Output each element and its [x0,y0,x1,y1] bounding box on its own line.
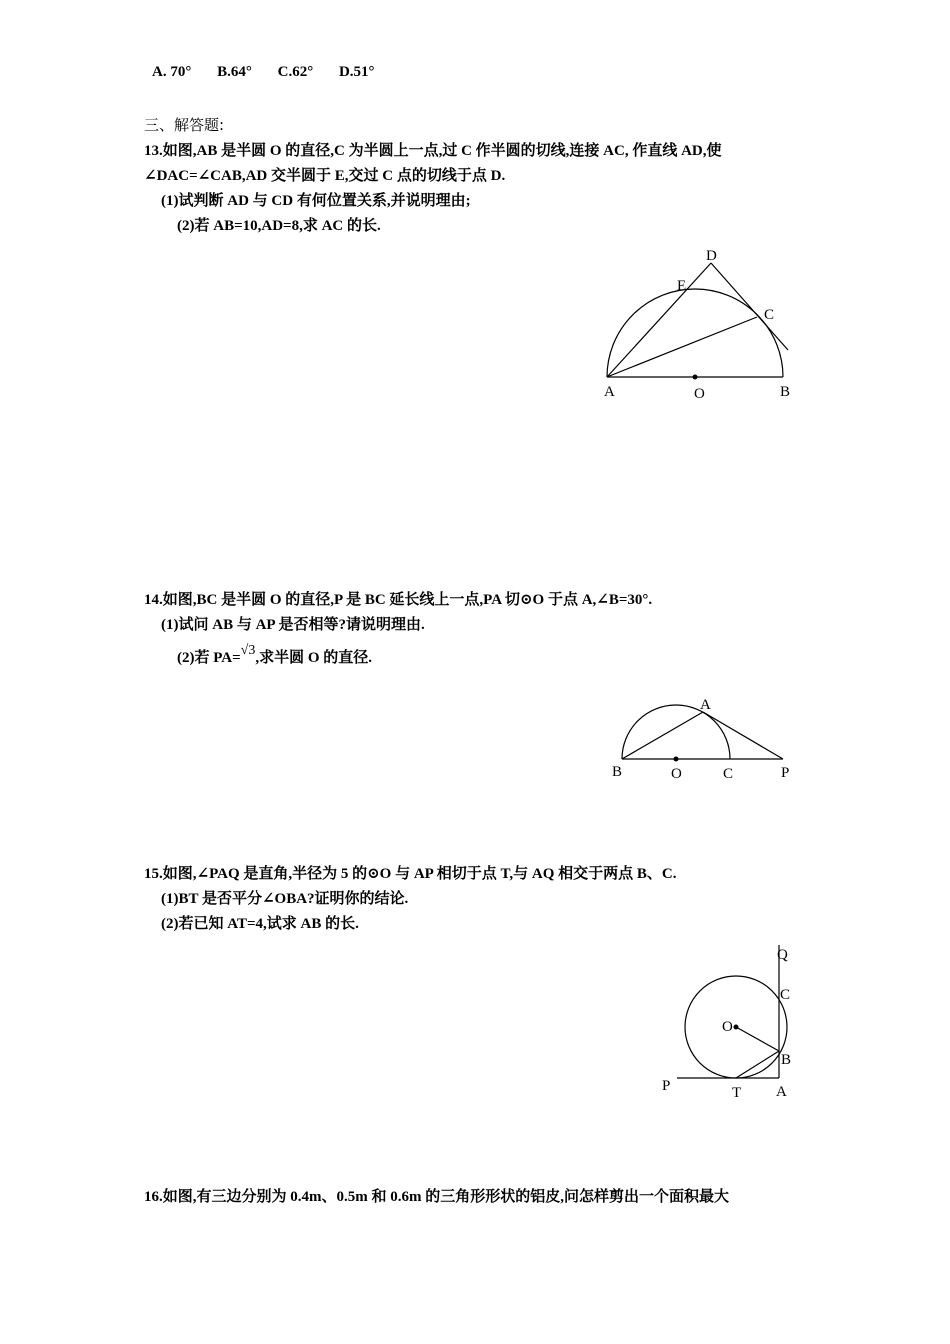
q13-part1: (1)试判断 AD 与 CD 有何位置关系,并说明理由; [161,193,471,209]
q15-label-p: P [662,1078,671,1094]
q15-label-b: B [781,1052,792,1068]
q13-line-ac [607,317,757,377]
q13-label-b: B [780,384,791,400]
q13-line1: 13.如图,AB 是半圆 O 的直径,C 为半圆上一点,过 C 作半圆的切线,连接 AC, 作直线 AD,使 [144,143,722,159]
q13-label-c: C [764,307,775,323]
q15-label-a: A [776,1084,787,1100]
q13-label-e: E [677,278,687,294]
q15-line-ob [736,1027,779,1051]
q13-line-ad [607,263,711,377]
q13-semicircle [607,289,783,377]
q15-line-bt [736,1051,779,1078]
q15-label-o: O [722,1019,733,1035]
q13-part2: (2)若 AB=10,AD=8,求 AC 的长. [177,218,381,234]
q13-label-a: A [604,384,615,400]
q13-label-d: D [706,248,717,264]
q13-figure [595,240,805,405]
q14-center-dot [674,757,679,762]
q16-line1: 16.如图,有三边分别为 0.4m、0.5m 和 0.6m 的三角形形状的铝皮,问怎样剪出一个面积最大 [144,1189,729,1205]
q14-label-a: A [700,697,711,713]
q13-tangent-dc [711,263,788,350]
q15-figure [655,940,805,1105]
q15-part2: (2)若已知 AT=4,试求 AB 的长. [161,916,359,932]
q15-center-dot [734,1025,739,1030]
q14-line1: 14.如图,BC 是半圆 O 的直径,P 是 BC 延长线上一点,PA 切⊙O 于点 A,∠B=30°. [144,592,653,608]
q13-label-o: O [694,386,705,402]
q15-label-c: C [780,987,791,1003]
section-title: 三、解答题: [144,116,225,134]
q14-part2 [177,643,373,667]
q14-figure [605,693,805,793]
q14-part1: (1)试问 AB 与 AP 是否相等?请说明理由. [161,617,425,633]
q14-label-b: B [612,764,623,780]
q14-part2-pre: (2)若 PA= [177,650,241,666]
answer-options [152,64,397,81]
q14-line-ap [703,712,783,759]
option-d: D.51° [338,64,375,80]
q13-line2: ∠DAC=∠CAB,AD 交半圆于 E,交过 C 点的切线于点 D. [144,168,506,184]
q14-line-ba [622,712,703,759]
option-a: A. 70° [152,64,192,80]
q14-part2-post: ,求半圆 O 的直径. [255,650,373,666]
option-c: C.62° [277,64,314,80]
q14-label-o: O [671,766,682,782]
q14-semicircle [622,705,730,759]
q15-part1: (1)BT 是否平分∠OBA?证明你的结论. [161,891,409,907]
option-b: B.64° [217,64,252,80]
q15-label-q: Q [777,947,788,963]
q14-label-c: C [723,766,734,782]
q14-sqrt-three: √3 [240,643,256,658]
q15-label-t: T [732,1085,742,1101]
q15-line1: 15.如图,∠PAQ 是直角,半径为 5 的⊙O 与 AP 相切于点 T,与 AQ 相交于两点 B、C. [144,866,677,882]
q13-center-dot [693,375,698,380]
q14-label-p: P [781,765,790,781]
